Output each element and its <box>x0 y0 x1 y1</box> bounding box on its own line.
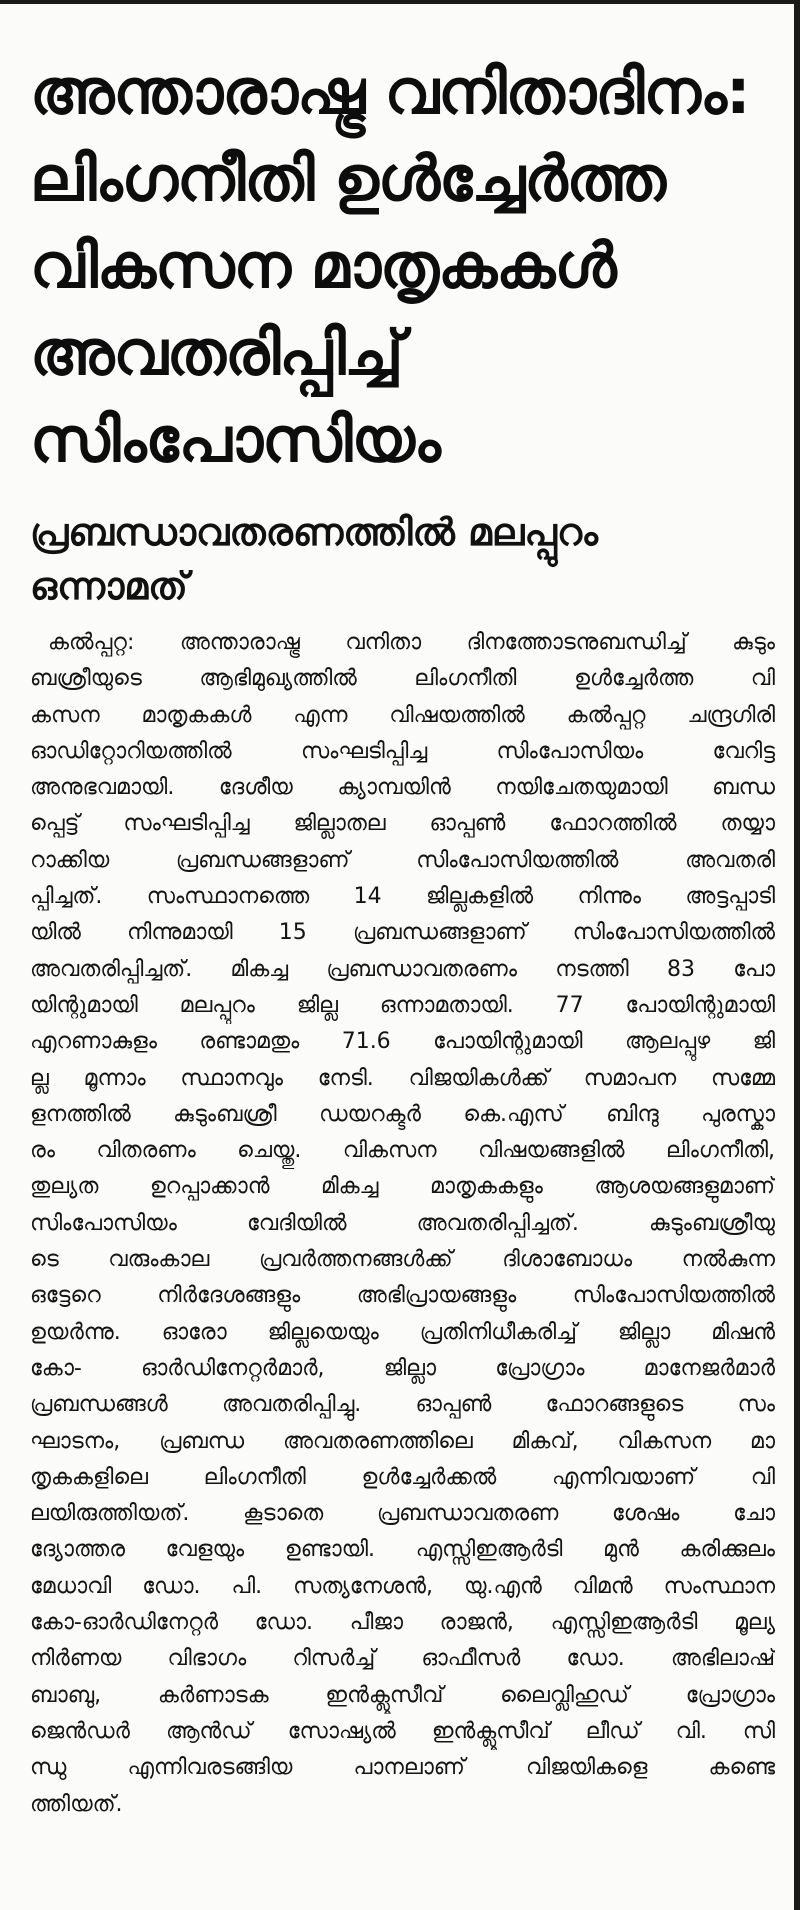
subheadline <box>30 505 770 613</box>
body-line: യിന്റുമായി മലപ്പുറം ജില്ല ഒന്നാമതായി. 77 പോയിന്റുമായി <box>30 992 775 1018</box>
body-line: റാക്കിയ പ്രബന്ധങ്ങളാണ് സിംപോസിയത്തിൽ അവതരി <box>30 847 775 873</box>
body-line: യിൽ നിന്നുമായി 15 പ്രബന്ധങ്ങളാണ് സിംപോസിയത്തിൽ <box>30 920 775 946</box>
body-line: ദ്യോത്തര വേളയും ഉണ്ടായി. എസ്സിഇആർടി മുൻ കരിക്കുലം <box>30 1537 775 1563</box>
body-line: ഒട്ടേറെ നിർദേശങ്ങളും അഭിപ്രായങ്ങളും സിംപോസിയത്തിൽ <box>30 1283 775 1309</box>
body-line: നിർണയ വിഭാഗം റിസർച്ച് ഓഫീസർ ഡോ. അഭിലാഷ് <box>30 1646 775 1672</box>
body-line: പ്പെട്ട് സംഘടിപ്പിച്ച ജില്ലാതല ഓപ്പൺ ഫോറത്തിൽ തയ്യാ <box>30 811 775 837</box>
body-line: തുല്യത ഉറപ്പാക്കാൻ മികച്ച മാതൃകകളും ആശയങ്ങളുമാണ് <box>30 1174 775 1200</box>
article-body <box>30 625 775 1823</box>
top-border-rule <box>0 0 800 4</box>
body-line: ടെ വരുംകാല പ്രവർത്തനങ്ങൾക്ക് ദിശാബോധം നൽകുന്ന <box>30 1247 775 1273</box>
body-line: എറണാകുളം രണ്ടാമതും 71.6 പോയിന്റുമായി ആലപ്പുഴ ജി <box>30 1029 775 1055</box>
body-line: ത്തിയത്. <box>30 1791 123 1817</box>
body-line: സിംപോസിയം വേദിയിൽ അവതരിപ്പിച്ചത്. കുടുംബശ്രീയു <box>30 1210 775 1236</box>
body-line: അവതരിപ്പിച്ചത്. മികച്ച പ്രബന്ധാവതരണം നടത്തി 83 പോ <box>30 956 775 982</box>
subheadline-line: ഒന്നാമത് <box>30 564 188 608</box>
body-line: ലയിരുത്തിയത്. കൂടാതെ പ്രബന്ധാവതരണ ശേഷം ചോ <box>30 1501 775 1527</box>
headline-line: ലിംഗനീതി ഉൾച്ചേർത്ത <box>30 142 666 215</box>
body-line: മേധാവി ഡോ. പി. സത്യനേശൻ, യു.എൻ വിമൻ സംസ്ഥാന <box>30 1573 775 1599</box>
body-line: ഉയർന്നു. ഓരോ ജില്ലയെയും പ്രതിനിധീകരിച്ച് ജില്ലാ മിഷൻ <box>30 1319 775 1345</box>
body-line: തൃകകളിലെ ലിംഗനീതി ഉൾച്ചേർക്കൽ എന്നിവയാണ് വി <box>30 1464 775 1490</box>
body-line: ഘാടനം, പ്രബന്ധ അവതരണത്തിലെ മികവ്, വികസന മാ <box>30 1428 775 1454</box>
subheadline-line: പ്രബന്ധാവതരണത്തിൽ മലപ്പുറം <box>30 510 598 554</box>
body-line: ല്ല മൂന്നാം സ്ഥാനവും നേടി. വിജയികൾക്ക് സമാപന സമ്മേ <box>30 1065 775 1091</box>
headline-line: വികസന മാതൃകകൾ <box>30 229 616 302</box>
body-line: പ്രബന്ധങ്ങൾ അവതരിപ്പിച്ചു. ഓപ്പൺ ഫോറങ്ങളുടെ സം <box>30 1392 775 1418</box>
right-border-rule <box>794 0 800 1910</box>
headline-line: അന്താരാഷ്ട്ര വനിതാദിനം: <box>30 55 750 128</box>
body-line: ജെൻഡർ ആൻഡ് സോഷ്യൽ ഇൻക്ലൂസീവ് ലീഡ് വി. സി <box>30 1718 775 1744</box>
body-line: ഓഡിറ്റോറിയത്തിൽ സംഘടിപ്പിച്ച സിംപോസിയം വേറിട്ട <box>30 738 775 764</box>
headline-line: അവതരിപ്പിച്ച് <box>30 316 403 389</box>
body-line: ളനത്തിൽ കുടുംബശ്രീ ഡയറക്ടർ കെ.എസ് ബിന്ദു പുരസ്കാ <box>30 1101 775 1127</box>
body-line: പ്പിച്ചത്. സംസ്ഥാനത്തെ 14 ജില്ലകളിൽ നിന്നും അട്ടപ്പാടി <box>30 884 775 910</box>
headline-line: സിംപോസിയം <box>30 403 440 476</box>
body-line: അനുഭവമായി. ദേശീയ ക്യാമ്പയിൻ നയിചേതയുമായി ബന്ധ <box>30 775 775 801</box>
body-line: കോ- ഓർഡിനേറ്റർമാർ, ജില്ലാ പ്രോഗ്രാം മാനേജർമാർ <box>30 1355 775 1381</box>
headline <box>30 48 770 483</box>
body-line: കൽപ്പറ്റ: അന്താരാഷ്ട്ര വനിതാ ദിനത്തോടനുബന്ധിച്ച് കുടും <box>48 630 775 655</box>
body-line: ബാബു, കർണാടക ഇൻക്ലൂസീവ് ലൈവ്ലിഹുഡ് പ്രോഗ്രാം <box>30 1682 775 1708</box>
body-line: കോ-ഓർഡിനേറ്റർ ഡോ. പീജാ രാജൻ, എസ്സിഇആർടി മൂല്യ <box>30 1610 775 1636</box>
body-line: കസന മാതൃകകൾ എന്ന വിഷയത്തിൽ കൽപ്പറ്റ ചന്ദ്രഗിരി <box>30 702 775 728</box>
body-line: ന്ധു എന്നിവരടങ്ങിയ പാനലാണ് വിജയികളെ കണ്ടെ <box>30 1755 775 1781</box>
body-line: ബശ്രീയുടെ ആഭിമുഖ്യത്തിൽ ലിംഗനീതി ഉൾച്ചേർത്ത വി <box>30 666 775 692</box>
body-line: രം വിതരണം ചെയ്തു. വികസന വിഷയങ്ങളിൽ ലിംഗനീതി, <box>30 1138 775 1164</box>
